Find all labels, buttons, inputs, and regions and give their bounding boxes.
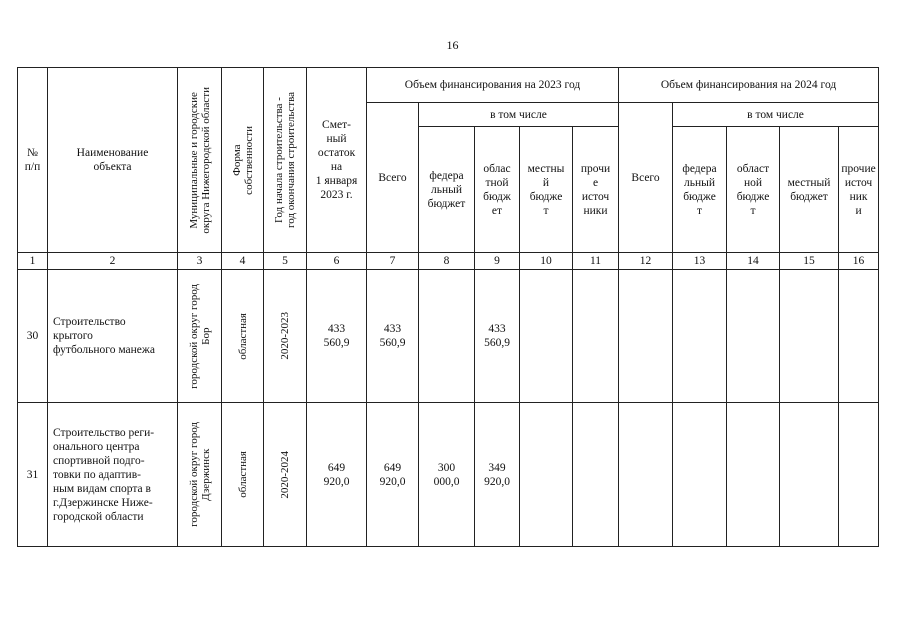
header-num: № п/п <box>18 68 48 253</box>
column-number: 5 <box>264 253 307 270</box>
column-number: 15 <box>780 253 839 270</box>
balance-value: 433 560,9 <box>307 270 367 403</box>
municipality-cell <box>178 403 222 547</box>
fed-2023-value <box>419 270 475 403</box>
years-cell <box>264 403 307 547</box>
column-number: 3 <box>178 253 222 270</box>
column-number: 2 <box>48 253 178 270</box>
header-total-2023: Всего <box>367 103 419 253</box>
header-loc-2024: местный бюджет <box>780 127 839 253</box>
fed-2024-value <box>673 403 727 547</box>
reg-2024-value <box>727 403 780 547</box>
municipality-text: городской округ город Бор <box>187 283 212 389</box>
header-oth-2024: прочие источ ник и <box>839 127 879 253</box>
fed-2024-value <box>673 270 727 403</box>
row-num: 30 <box>18 270 48 403</box>
financing-table <box>17 67 879 547</box>
header-row-1 <box>18 68 879 103</box>
header-years <box>264 68 307 253</box>
header-in-total-2023: в том числе <box>419 103 619 127</box>
header-fed-2024: федера льный бюдже т <box>673 127 727 253</box>
total-2024-value <box>619 403 673 547</box>
oth-2023-value <box>573 270 619 403</box>
column-number: 13 <box>673 253 727 270</box>
ownership-text: областная <box>236 312 249 360</box>
municipality-text: городской округ город Дзержинск <box>187 422 212 527</box>
header-balance: Смет- ный остаток на 1 января 2023 г. <box>307 68 367 253</box>
object-name: Строительство реги- онального центра спортивной подго- товки по адаптив- ным видам спорта в г.Дзержинске Ниже- городской области <box>48 403 178 547</box>
ownership-cell <box>222 403 264 547</box>
municipality-cell <box>178 270 222 403</box>
header-ownership-text: Форма собственности <box>230 125 255 195</box>
header-reg-2023: облас тной бюдж ет <box>475 127 520 253</box>
fed-2023-value: 300 000,0 <box>419 403 475 547</box>
column-number: 4 <box>222 253 264 270</box>
reg-2023-value: 433 560,9 <box>475 270 520 403</box>
header-municipality-text: Муниципальные и городские округа Нижегородской области <box>187 86 212 234</box>
header-group-2024: Объем финансирования на 2024 год <box>619 68 879 103</box>
reg-2024-value <box>727 270 780 403</box>
column-number: 10 <box>520 253 573 270</box>
column-number: 8 <box>419 253 475 270</box>
object-name: Строительство крытого футбольного манежа <box>48 270 178 403</box>
loc-2024-value <box>780 403 839 547</box>
ownership-text: областная <box>236 451 249 498</box>
row-num: 31 <box>18 403 48 547</box>
oth-2024-value <box>839 403 879 547</box>
header-municipality <box>178 68 222 253</box>
column-number: 9 <box>475 253 520 270</box>
header-in-total-2024: в том числе <box>673 103 879 127</box>
column-number-row <box>18 253 879 270</box>
total-2023-value: 433 560,9 <box>367 270 419 403</box>
total-2024-value <box>619 270 673 403</box>
column-number: 14 <box>727 253 780 270</box>
column-number: 11 <box>573 253 619 270</box>
loc-2024-value <box>780 270 839 403</box>
balance-value: 649 920,0 <box>307 403 367 547</box>
column-number: 6 <box>307 253 367 270</box>
oth-2024-value <box>839 270 879 403</box>
column-number: 1 <box>18 253 48 270</box>
table-row <box>18 270 879 403</box>
header-name: Наименование объекта <box>48 68 178 253</box>
header-group-2023: Объем финансирования на 2023 год <box>367 68 619 103</box>
oth-2023-value <box>573 403 619 547</box>
header-total-2024: Всего <box>619 103 673 253</box>
column-number: 16 <box>839 253 879 270</box>
column-number: 7 <box>367 253 419 270</box>
header-years-text: Год начала строительства - год окончания строительства <box>273 92 297 228</box>
header-reg-2024: област ной бюдже т <box>727 127 780 253</box>
total-2023-value: 649 920,0 <box>367 403 419 547</box>
page-number: 16 <box>446 38 459 52</box>
header-loc-2023: местны й бюдже т <box>520 127 573 253</box>
reg-2023-value: 349 920,0 <box>475 403 520 547</box>
header-oth-2023: прочи е источ ники <box>573 127 619 253</box>
years-cell <box>264 270 307 403</box>
ownership-cell <box>222 270 264 403</box>
years-text: 2020-2024 <box>279 450 291 499</box>
loc-2023-value <box>520 403 573 547</box>
loc-2023-value <box>520 270 573 403</box>
column-number: 12 <box>619 253 673 270</box>
table-row <box>18 403 879 547</box>
header-ownership <box>222 68 264 253</box>
years-text: 2020-2023 <box>279 312 291 360</box>
header-fed-2023: федера льный бюджет <box>419 127 475 253</box>
